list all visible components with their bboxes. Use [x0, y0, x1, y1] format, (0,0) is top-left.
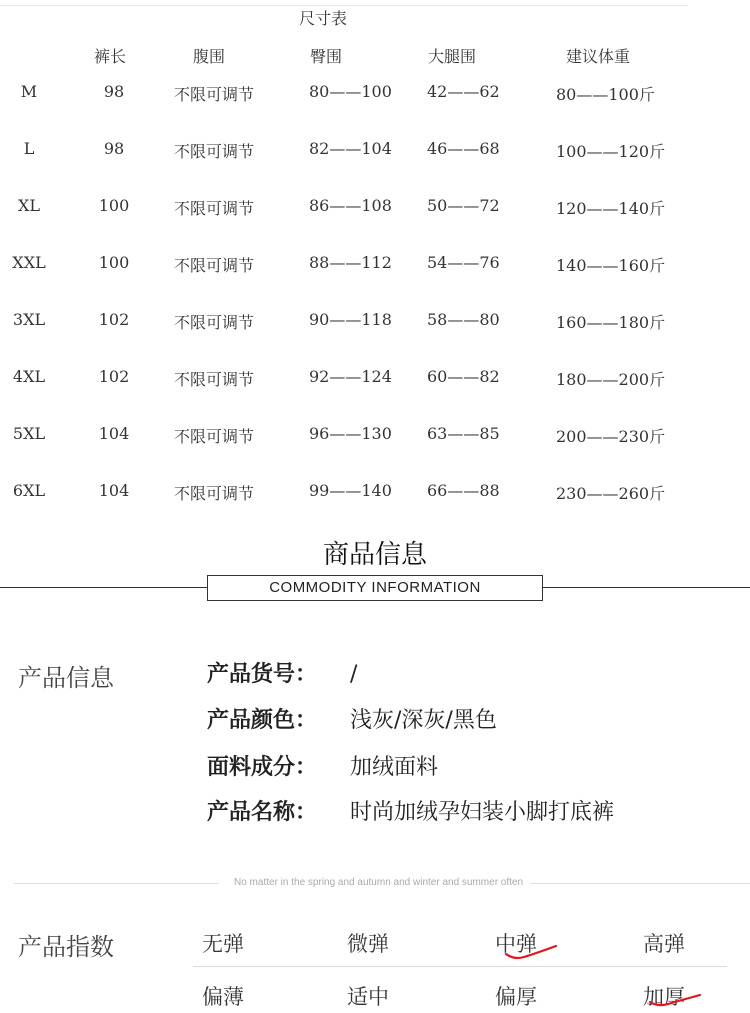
thickness-option: 偏薄 — [202, 985, 244, 1009]
waist-cell: 不限可调节 — [174, 370, 255, 389]
thigh-cell: 66——88 — [427, 481, 500, 500]
waist-cell: 不限可调节 — [174, 85, 255, 104]
length-cell: 100 — [98, 196, 130, 215]
thickness-option: 适中 — [347, 985, 389, 1009]
property-row — [0, 753, 750, 783]
size-cell: L — [23, 139, 35, 158]
header-length: 裤长 — [94, 47, 127, 66]
property-key: 产品货号： — [207, 662, 318, 687]
table-row — [0, 253, 700, 277]
waist-cell: 不限可调节 — [174, 313, 255, 332]
hip-cell: 80——100 — [309, 82, 392, 101]
weight-cell: 140——160斤 — [556, 256, 666, 275]
weight-cell: 160——180斤 — [556, 313, 666, 332]
selected-elasticity-mark-icon — [504, 944, 560, 964]
waist-cell: 不限可调节 — [174, 142, 255, 161]
selected-thickness-mark-icon — [648, 994, 704, 1010]
property-value: 浅灰/深灰/黑色 — [350, 708, 497, 733]
thigh-cell: 46——68 — [427, 139, 500, 158]
commodity-subtitle: COMMODITY INFORMATION — [207, 575, 543, 601]
divider-caption: No matter in the spring and autumn and winter and summer often — [234, 877, 524, 888]
elasticity-option: 高弹 — [643, 932, 685, 956]
waist-cell: 不限可调节 — [174, 256, 255, 275]
size-table-title: 尺寸表 — [298, 9, 347, 28]
thigh-cell: 58——80 — [427, 310, 500, 329]
length-cell: 104 — [98, 424, 130, 443]
property-value: 时尚加绒孕妇装小脚打底裤 — [350, 800, 615, 825]
table-row — [0, 82, 700, 106]
table-row — [0, 367, 700, 391]
weight-cell: 100——120斤 — [556, 142, 666, 161]
length-cell: 104 — [98, 481, 130, 500]
property-row — [0, 798, 750, 828]
weight-cell: 180——200斤 — [556, 370, 666, 389]
header-weight: 建议体重 — [566, 47, 631, 66]
table-row — [0, 310, 700, 334]
section-divider-right — [530, 883, 750, 884]
table-row — [0, 139, 700, 163]
header-hip: 臀围 — [310, 47, 343, 66]
header-waist: 腹围 — [193, 47, 226, 66]
property-value: / — [350, 662, 358, 687]
hip-cell: 96——130 — [309, 424, 392, 443]
property-key: 面料成分： — [207, 755, 318, 780]
property-key: 产品名称： — [207, 800, 318, 825]
size-cell: XL — [17, 196, 40, 215]
size-cell: 4XL — [12, 367, 46, 386]
weight-cell: 200——230斤 — [556, 427, 666, 446]
elasticity-option: 微弹 — [347, 932, 389, 956]
table-row — [0, 424, 700, 448]
product-index-label: 产品指数 — [18, 933, 114, 961]
thigh-cell: 63——85 — [427, 424, 500, 443]
thickness-option: 偏厚 — [495, 985, 537, 1009]
waist-cell: 不限可调节 — [174, 199, 255, 218]
length-cell: 102 — [98, 367, 130, 386]
thigh-cell: 60——82 — [427, 367, 500, 386]
size-cell: 3XL — [12, 310, 46, 329]
elasticity-option: 无弹 — [202, 932, 244, 956]
hip-cell: 88——112 — [309, 253, 392, 272]
hip-cell: 99——140 — [309, 481, 392, 500]
property-row — [0, 660, 750, 690]
length-cell: 100 — [98, 253, 130, 272]
length-cell: 98 — [103, 82, 125, 101]
index-divider — [193, 966, 727, 967]
weight-cell: 80——100斤 — [556, 85, 655, 104]
length-cell: 98 — [103, 139, 125, 158]
thickness-option-selected: 加厚 — [643, 985, 685, 1009]
weight-cell: 120——140斤 — [556, 199, 666, 218]
commodity-title: 商品信息 — [322, 540, 427, 570]
hip-cell: 92——124 — [309, 367, 392, 386]
section-divider-left — [14, 883, 219, 884]
size-cell: 5XL — [12, 424, 46, 443]
size-cell: 6XL — [12, 481, 46, 500]
property-value: 加绒面料 — [350, 755, 439, 780]
waist-cell: 不限可调节 — [174, 427, 255, 446]
check-stroke — [506, 946, 556, 958]
check-stroke — [650, 995, 700, 1005]
table-row — [0, 481, 700, 505]
table-row — [0, 196, 700, 220]
header-thigh: 大腿围 — [428, 47, 477, 66]
thigh-cell: 54——76 — [427, 253, 500, 272]
hip-cell: 86——108 — [309, 196, 392, 215]
thigh-cell: 50——72 — [427, 196, 500, 215]
hip-cell: 82——104 — [309, 139, 392, 158]
size-cell: M — [20, 82, 38, 101]
waist-cell: 不限可调节 — [174, 484, 255, 503]
length-cell: 102 — [98, 310, 130, 329]
hip-cell: 90——118 — [309, 310, 392, 329]
property-row — [0, 706, 750, 736]
weight-cell: 230——260斤 — [556, 484, 666, 503]
elasticity-option-selected: 中弹 — [495, 932, 537, 956]
thigh-cell: 42——62 — [427, 82, 500, 101]
size-cell: XXL — [12, 253, 46, 272]
property-key: 产品颜色： — [207, 708, 318, 733]
product-info-label: 产品信息 — [18, 664, 114, 692]
